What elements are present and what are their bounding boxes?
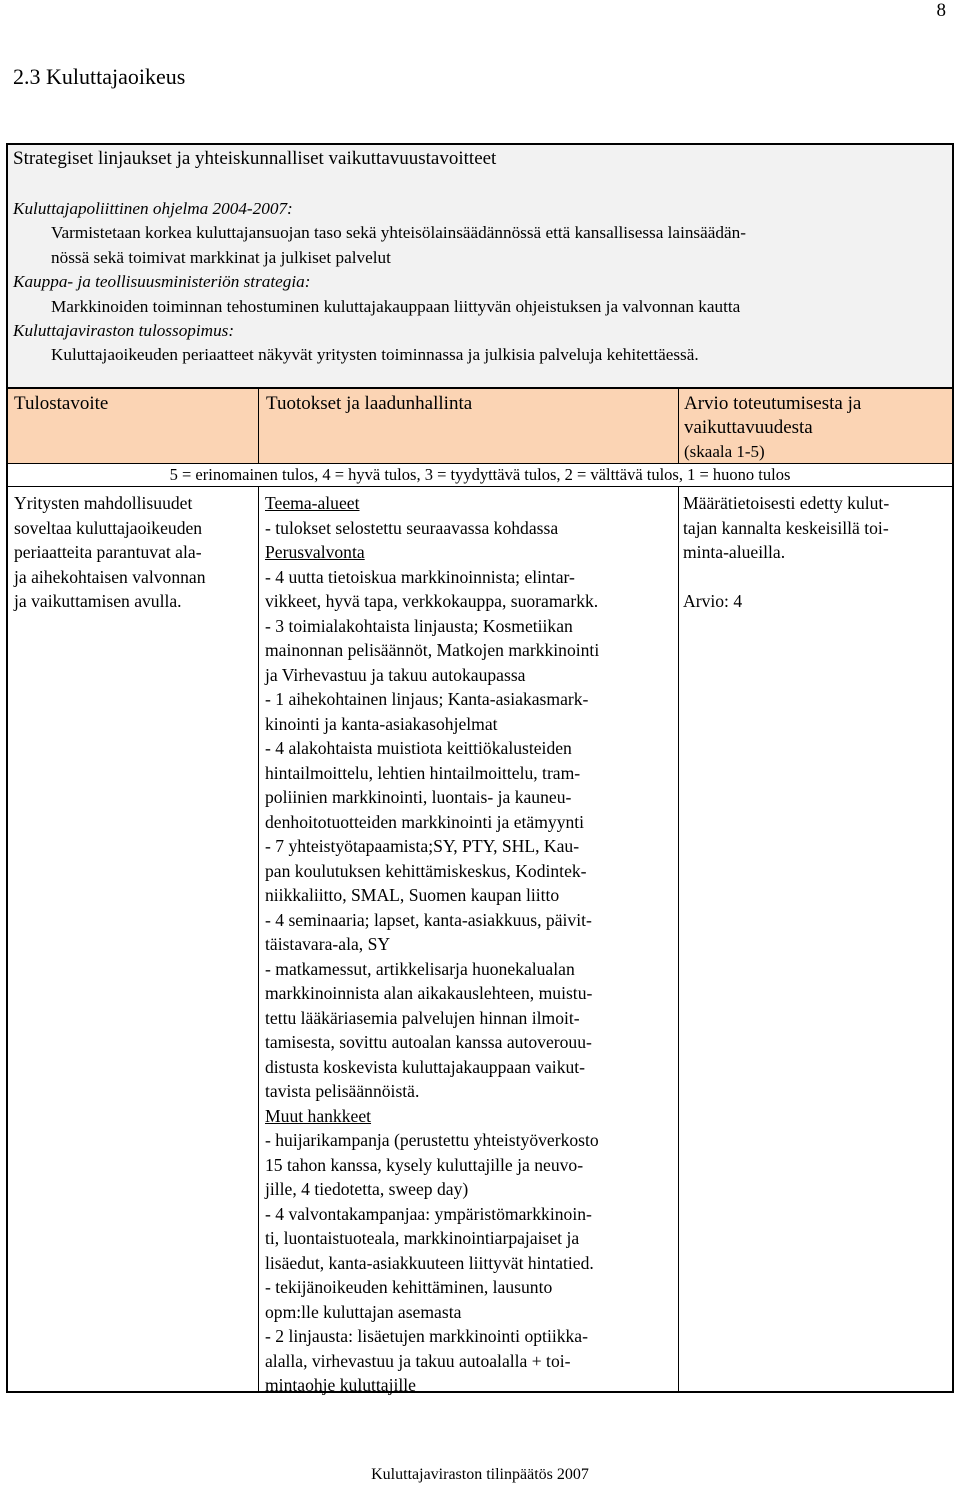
- output-line: mainonnan pelisäännöt, Matkojen markkinointi: [265, 640, 600, 660]
- column-divider: [678, 487, 679, 1391]
- output-line: - 2 linjausta: lisäetujen markkinointi optiikka-: [265, 1326, 588, 1346]
- output-line: ja Virhevastuu ja takuu autokaupassa: [265, 664, 526, 685]
- output-line: alalla, virhevastuu ja takuu autoalalla + toi-: [265, 1350, 571, 1371]
- agreement-text: Kuluttajaoikeuden periaatteet näkyvät yritysten toiminnassa ja julkisia palveluja kehitettäessä.: [51, 345, 699, 365]
- output-line: tettu lääkäriasemia palvelujen hinnan ilmoit-: [265, 1007, 580, 1028]
- output-line: denhoitotuotteiden markkinointi ja etämyynti: [265, 811, 585, 832]
- output-line: - 7 yhteistyötapaamista;SY, PTY, SHL, Kau-: [265, 836, 580, 856]
- assessment-line: minta-alueilla.: [683, 542, 786, 562]
- results-table: [6, 143, 954, 1393]
- output-line: täistavara-ala, SY: [265, 934, 391, 954]
- output-line: - 3 toimialakohtaista linjausta; Kosmetiikan: [265, 615, 573, 636]
- program-label: Kuluttajapoliittinen ohjelma 2004-2007:: [13, 199, 293, 218]
- output-line: - 4 uutta tietoiskua markkinoinnista; elintar-: [265, 566, 575, 587]
- output-line: vikkeet, hyvä tapa, verkkokauppa, suoramarkk.: [265, 591, 599, 611]
- output-line: - tulokset selostettu seuraavassa kohdassa: [265, 517, 559, 538]
- output-line: hintailmoittelu, lehtien hintailmoittelu, tram-: [265, 762, 581, 783]
- header-target: Tulostavoite: [14, 393, 109, 414]
- header-assessment-scale: (skaala 1-5): [684, 442, 765, 461]
- output-line: - huijarikampanja (perustettu yhteistyöverkosto: [265, 1130, 599, 1150]
- output-line: markkinoinnista alan aikakauslehteen, muistu-: [265, 983, 593, 1003]
- output-line: - tekijänoikeuden kehittäminen, lausunto: [265, 1277, 553, 1297]
- output-line: mintaohje kuluttajille: [265, 1375, 416, 1395]
- assessment-line: tajan kannalta keskeisillä toi-: [683, 517, 889, 538]
- scale-legend: 5 = erinomainen tulos, 4 = hyvä tulos, 3 = tyydyttävä tulos, 2 = välttävä tulos, 1 = huono tulos: [8, 463, 952, 487]
- header-outputs: Tuotokset ja laadunhallinta: [266, 393, 473, 414]
- output-line: tamisesta, sovittu autoalan kanssa autoverouu-: [265, 1032, 592, 1052]
- target-line: Yritysten mahdollisuudet: [14, 493, 193, 513]
- output-line: kinointi ja kanta-asiakasohjelmat: [265, 713, 498, 734]
- program-line-2: nössä sekä toimivat markkinat ja julkiset palvelut: [51, 247, 391, 267]
- output-line: ti, luontaistuoteala, markkinointiarpajaiset ja: [265, 1228, 580, 1248]
- output-subheading: Perusvalvonta: [265, 542, 365, 562]
- program-line-1: Varmistetaan korkea kuluttajansuojan taso sekä yhteisölainsäädännössä että kansallisessa lainsäädän-: [51, 223, 746, 243]
- strategy-heading: Strategiset linjaukset ja yhteiskunnalliset vaikuttavuustavoitteet: [13, 148, 497, 169]
- strategy-lines: [13, 197, 944, 368]
- page-number: 8: [936, 0, 946, 21]
- footer: Kuluttajaviraston tilinpäätös 2007: [371, 1466, 589, 1483]
- section-title: 2.3 Kuluttajaoikeus: [13, 64, 186, 89]
- assessment-column: [683, 491, 951, 614]
- header-assessment-line-1: Arvio toteutumisesta ja: [684, 393, 862, 414]
- assessment-text: [683, 491, 951, 565]
- output-line: 15 tahon kanssa, kysely kuluttajille ja neuvo-: [265, 1154, 584, 1175]
- output-line: - matkamessut, artikkelisarja huonekalualan: [265, 958, 575, 979]
- output-line: lisäedut, kanta-asiakkuuteen liittyvät hintatied.: [265, 1252, 594, 1273]
- target-column: [14, 491, 254, 614]
- output-line: opm:lle kuluttajan asemasta: [265, 1301, 462, 1322]
- output-subheading: Teema-alueet: [265, 493, 360, 513]
- target-line: periaatteita parantuvat ala-: [14, 542, 202, 562]
- output-line: niikkaliitto, SMAL, Suomen kaupan liitto: [265, 885, 560, 905]
- assessment-line: Määrätietoisesti edetty kulut-: [683, 493, 890, 513]
- column-divider: [258, 487, 259, 1391]
- target-line: ja vaikuttamisen avulla.: [14, 591, 182, 611]
- ministry-label: Kauppa- ja teollisuusministeriön strategia:: [13, 272, 311, 292]
- column-divider: [678, 389, 679, 463]
- ministry-text: Markkinoiden toiminnan tehostuminen kuluttajakauppaan liittyvän ohjeistuksen ja valvonnan kautta: [51, 296, 741, 316]
- strategy-section: [8, 145, 952, 389]
- output-subheading: Muut hankkeet: [265, 1105, 372, 1126]
- output-line: jille, 4 tiedotetta, sweep day): [265, 1179, 469, 1199]
- output-line: - 1 aihekohtainen linjaus; Kanta-asiakasmark-: [265, 689, 589, 709]
- output-line: - 4 valvontakampanjaa: ympäristömarkkinoin-: [265, 1203, 592, 1224]
- target-line: ja aihekohtaisen valvonnan: [14, 566, 206, 587]
- header-assessment: [684, 392, 861, 464]
- outputs-column: [265, 491, 675, 1398]
- spacer: [683, 565, 951, 590]
- output-line: pan koulutuksen kehittämiskeskus, Kodintek-: [265, 860, 587, 881]
- output-line: distusta koskevista kuluttajakauppaan vaikut-: [265, 1056, 586, 1077]
- header-assessment-line-2: vaikuttavuudesta: [684, 417, 813, 438]
- output-line: - 4 seminaaria; lapset, kanta-asiakkuus, päivit-: [265, 909, 592, 930]
- agreement-label: Kuluttajaviraston tulossopimus:: [13, 321, 235, 341]
- table-header-row: [8, 389, 952, 463]
- target-line: soveltaa kuluttajaoikeuden: [14, 517, 203, 538]
- rating: Arvio: 4: [683, 591, 743, 611]
- output-line: - 4 alakohtaista muistiota keittiökalusteiden: [265, 738, 572, 758]
- output-line: tavista pelisäännöistä.: [265, 1081, 420, 1101]
- output-line: poliinien markkinointi, luontais- ja kauneu-: [265, 787, 572, 807]
- column-divider: [258, 389, 259, 463]
